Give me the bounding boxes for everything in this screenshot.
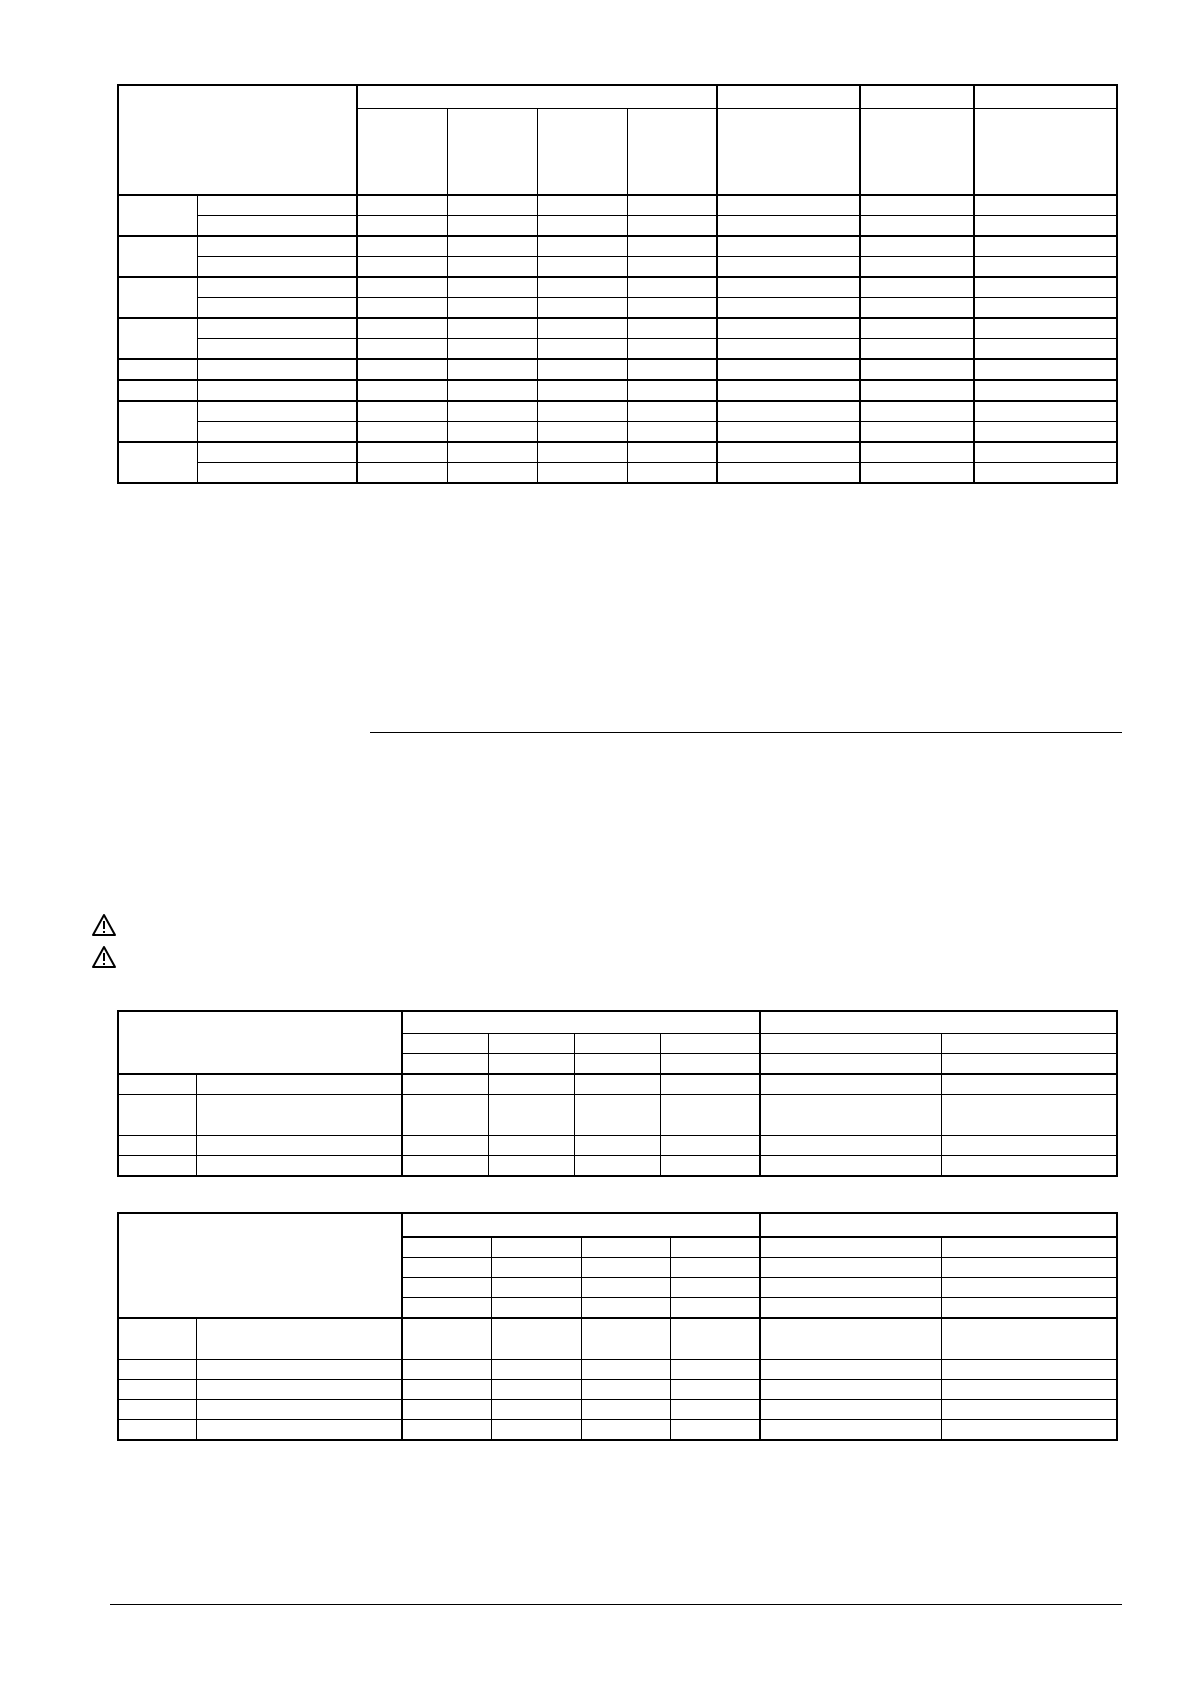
- table-row: [118, 339, 1117, 360]
- table-2: [117, 1010, 1118, 1177]
- table-row: [118, 257, 1117, 278]
- table-row: [118, 1400, 1117, 1420]
- table-1-header-cell: [860, 85, 974, 109]
- table-1-subheader-cell: [447, 109, 537, 195]
- group-cell: [118, 401, 197, 442]
- table-3-corner-cell: [118, 1213, 402, 1318]
- table-1-subheader-cell: [860, 109, 974, 195]
- table-row: [118, 1420, 1117, 1441]
- table-3-group-header: [760, 1213, 1117, 1237]
- table-1-subheader-cell: [357, 109, 447, 195]
- table-2-group-header: [760, 1011, 1117, 1034]
- table-1-group-header: [357, 85, 717, 109]
- table-2-group-header: [402, 1011, 760, 1034]
- table-1-subheader-cell: [537, 109, 627, 195]
- table-row: [118, 422, 1117, 443]
- table-row: [118, 318, 1117, 339]
- table-1: [117, 84, 1118, 484]
- table-3-group-header: [402, 1213, 760, 1237]
- table-row: [118, 463, 1117, 484]
- table-row: [118, 236, 1117, 257]
- table-row: [118, 277, 1117, 298]
- table-row: [118, 1380, 1117, 1400]
- table-row: [118, 359, 1117, 380]
- table-1-header-cell: [717, 85, 860, 109]
- table-2-corner-cell: [118, 1011, 402, 1074]
- table-2-header-row: [118, 1011, 1117, 1034]
- table-1-subheader-cell: [627, 109, 717, 195]
- table-1-subheader-cell: [717, 109, 860, 195]
- group-cell: [118, 277, 197, 318]
- table-3-header-row: [118, 1213, 1117, 1237]
- table-row: [118, 1156, 1117, 1177]
- table-1-header-row: [118, 85, 1117, 109]
- table-row: [118, 298, 1117, 319]
- warning-triangle-icon: [91, 913, 117, 937]
- table-row: [118, 195, 1117, 216]
- table-1-subheader-cell: [974, 109, 1117, 195]
- table-row: [118, 1095, 1117, 1136]
- table-row: [118, 1136, 1117, 1156]
- group-cell: [118, 318, 197, 359]
- warning-triangle-icon: [91, 945, 117, 969]
- table-row: [118, 1318, 1117, 1360]
- table-row: [118, 380, 1117, 401]
- table-row: [118, 401, 1117, 422]
- section-rule: [370, 732, 1122, 733]
- table-row: [118, 442, 1117, 463]
- group-cell: [118, 195, 197, 236]
- group-cell: [118, 442, 197, 483]
- table-row: [118, 216, 1117, 237]
- table-1-header-cell: [974, 85, 1117, 109]
- table-3: [117, 1212, 1118, 1441]
- table-row: [118, 1074, 1117, 1095]
- footer-rule: [110, 1604, 1122, 1605]
- table-1-corner-cell: [118, 85, 357, 195]
- group-cell: [118, 236, 197, 277]
- table-row: [118, 1360, 1117, 1380]
